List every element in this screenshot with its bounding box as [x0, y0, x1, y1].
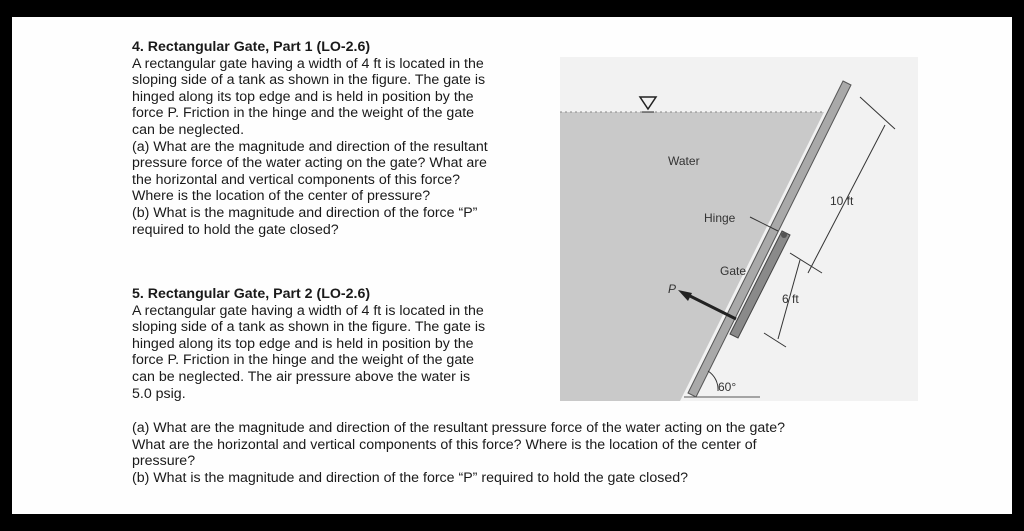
problem-4-line: the horizontal and vertical components of this force?: [132, 171, 461, 188]
problem-5: [132, 286, 562, 402]
problem-5-line: can be neglected. The air pressure above the water is: [132, 368, 471, 385]
force-p-label: P: [668, 282, 677, 296]
problem-4-line: pressure force of the water acting on the gate? What are: [132, 155, 487, 172]
problem-4: [132, 39, 562, 238]
dimension-tick: [860, 97, 895, 129]
problem-4-line: A rectangular gate having a width of 4 ft is located in the: [132, 55, 484, 72]
problem-5-title: 5. Rectangular Gate, Part 2 (LO-2.6): [132, 286, 371, 302]
problem-4-title: 4. Rectangular Gate, Part 1 (LO-2.6): [132, 39, 371, 55]
problem-5-questions: [132, 420, 912, 486]
problem-5-line: sloping side of a tank as shown in the figure. The gate is: [132, 319, 486, 336]
free-surface-triangle-icon: [640, 97, 656, 109]
gate-label: Gate: [720, 264, 747, 278]
problem-4-line: sloping side of a tank as shown in the figure. The gate is: [132, 72, 486, 89]
problem-4-line: can be neglected.: [132, 121, 245, 138]
gate-figure: [560, 57, 918, 401]
problem-5-question-line: What are the horizontal and vertical components of this force? Where is the location of the center of: [132, 436, 757, 453]
problem-4-line: force P. Friction in the hinge and the weight of the gate: [132, 105, 475, 122]
problem-4-line: Where is the location of the center of pressure?: [132, 188, 431, 205]
hinge-icon: [781, 232, 787, 238]
problem-4-line: (b) What is the magnitude and direction of the force “P”: [132, 204, 478, 221]
problem-4-line: required to hold the gate closed?: [132, 221, 339, 238]
problem-5-line: force P. Friction in the hinge and the weight of the gate: [132, 352, 475, 369]
water-label: Water: [668, 154, 700, 168]
problem-5-question-line: (b) What is the magnitude and direction of the force “P” required to hold the gate closed?: [132, 469, 688, 486]
problem-5-line: hinged along its top edge and is held in position by the: [132, 335, 474, 352]
length-6ft-label: 6 ft: [782, 292, 799, 306]
problem-5-line: A rectangular gate having a width of 4 ft is located in the: [132, 302, 484, 319]
length-10ft-label: 10 ft: [830, 194, 854, 208]
gate-diagram: [560, 57, 918, 401]
problem-5-question-line: pressure?: [132, 453, 196, 470]
problem-5-line: 5.0 psig.: [132, 385, 186, 402]
angle-label: 60°: [718, 380, 737, 394]
dimension-tick: [764, 333, 786, 347]
angle-arc: [708, 371, 718, 391]
document-page: [12, 17, 1012, 514]
hinge-label: Hinge: [704, 211, 736, 225]
problem-5-question-line: (a) What are the magnitude and direction of the resultant pressure force of the water acting on the gate?: [132, 420, 786, 436]
problem-4-line: (a) What are the magnitude and direction of the resultant: [132, 138, 488, 155]
problem-4-line: hinged along its top edge and is held in position by the: [132, 88, 474, 105]
